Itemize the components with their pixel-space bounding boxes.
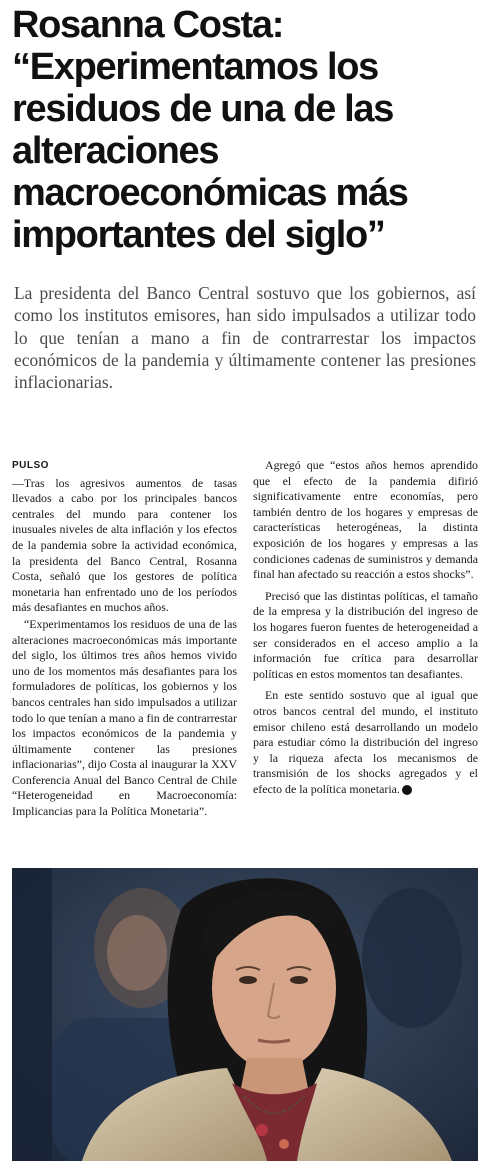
background-shadow <box>12 868 52 1161</box>
article-body <box>12 458 478 820</box>
headline-line: “Experimentamos los <box>12 46 378 88</box>
portrait-illustration <box>12 868 478 1161</box>
headline <box>12 4 482 256</box>
body-paragraph: —Tras los agresivos aumentos de tasas llevados a cabo por los principales bancos centrales del mundo para contener los inusuales niveles de alta inflación y los efectos de la pandemia sobre la actividad económica, la presidenta del Banco Central, Rosanna Costa, señaló que los gestores de política monetaria han enfrentado uno de los períodos más desafiantes en muchos años. <box>12 475 237 615</box>
scarf-pattern <box>256 1124 268 1136</box>
headline-line: importantes del siglo” <box>12 214 385 256</box>
headline-line: macroeconómicas más <box>12 172 408 214</box>
right-eye <box>290 976 308 984</box>
end-mark-icon: P <box>402 785 412 795</box>
headline-line: residuos de una de las <box>12 88 394 130</box>
body-paragraph: “Experimentamos los residuos de una de las alteraciones macroeconómicas más importante del siglo, los últimos tres años hemos vivido uno de los momentos más desafiantes para los formuladores de políticas, los gobiernos y los bancos centrales han sido impulsados a utilizar todo lo que tenían a mano a fin de contrarrestar los impactos económicos de la pandemia y últimamente contener las presiones inflacionarias”, dijo Costa al inaugurar la XXV Conferencia Anual del Banco Central de Chile “Heterogeneidad en Macroeconomía: Implicancias para la Política Monetaria”. <box>12 616 237 819</box>
deck-summary: La presidenta del Banco Central sostuvo que los gobiernos, así como los institutos emisores, han sido impulsados a utilizar todo lo que tenían a mano a fin de contrarrestar los impactos económicos de la pandemia y últimamente contener las presiones inflacionarias. <box>14 283 476 393</box>
body-paragraph: Agregó que “estos años hemos aprendido que el efecto de la pandemia difirió significativamente entre economías, pero también dentro de los hogares y empresas de características heterogéneas, la distinta exposición de los hogares y empresas a las condiciones cadenas de suministros y demanda final han afectado su reacción a estos shocks”. <box>253 458 478 582</box>
body-column-left <box>12 458 237 820</box>
background-person <box>362 888 462 1028</box>
headline-line: Rosanna Costa: <box>12 4 284 46</box>
byline: PULSO <box>12 460 49 471</box>
headline-line: alteraciones <box>12 130 219 172</box>
portrait-photo <box>12 868 478 1161</box>
body-paragraph: Precisó que las distintas políticas, el tamaño de la empresa y la distribución del ingreso de los hogares fueron fuentes de heterogeneidad a ser considerados en el acceso amplio a la información fue crítica para desarrollar políticas en estos momentos tan desafiantes. <box>253 588 478 681</box>
left-eye <box>239 976 257 984</box>
body-paragraph-text: En este sentido sostuvo que al igual que otros bancos central del mundo, el instituto emisor chileno está desarrollando un modelo para estudiar cómo la distribución del ingreso y la riqueza afecta los mecanismos de transmisión de los shocks agregados y el efecto de la política monetaria. <box>253 688 478 796</box>
body-paragraph <box>253 688 478 797</box>
scarf-pattern <box>279 1139 289 1149</box>
body-column-right <box>253 458 478 820</box>
background-person-face <box>107 915 167 991</box>
